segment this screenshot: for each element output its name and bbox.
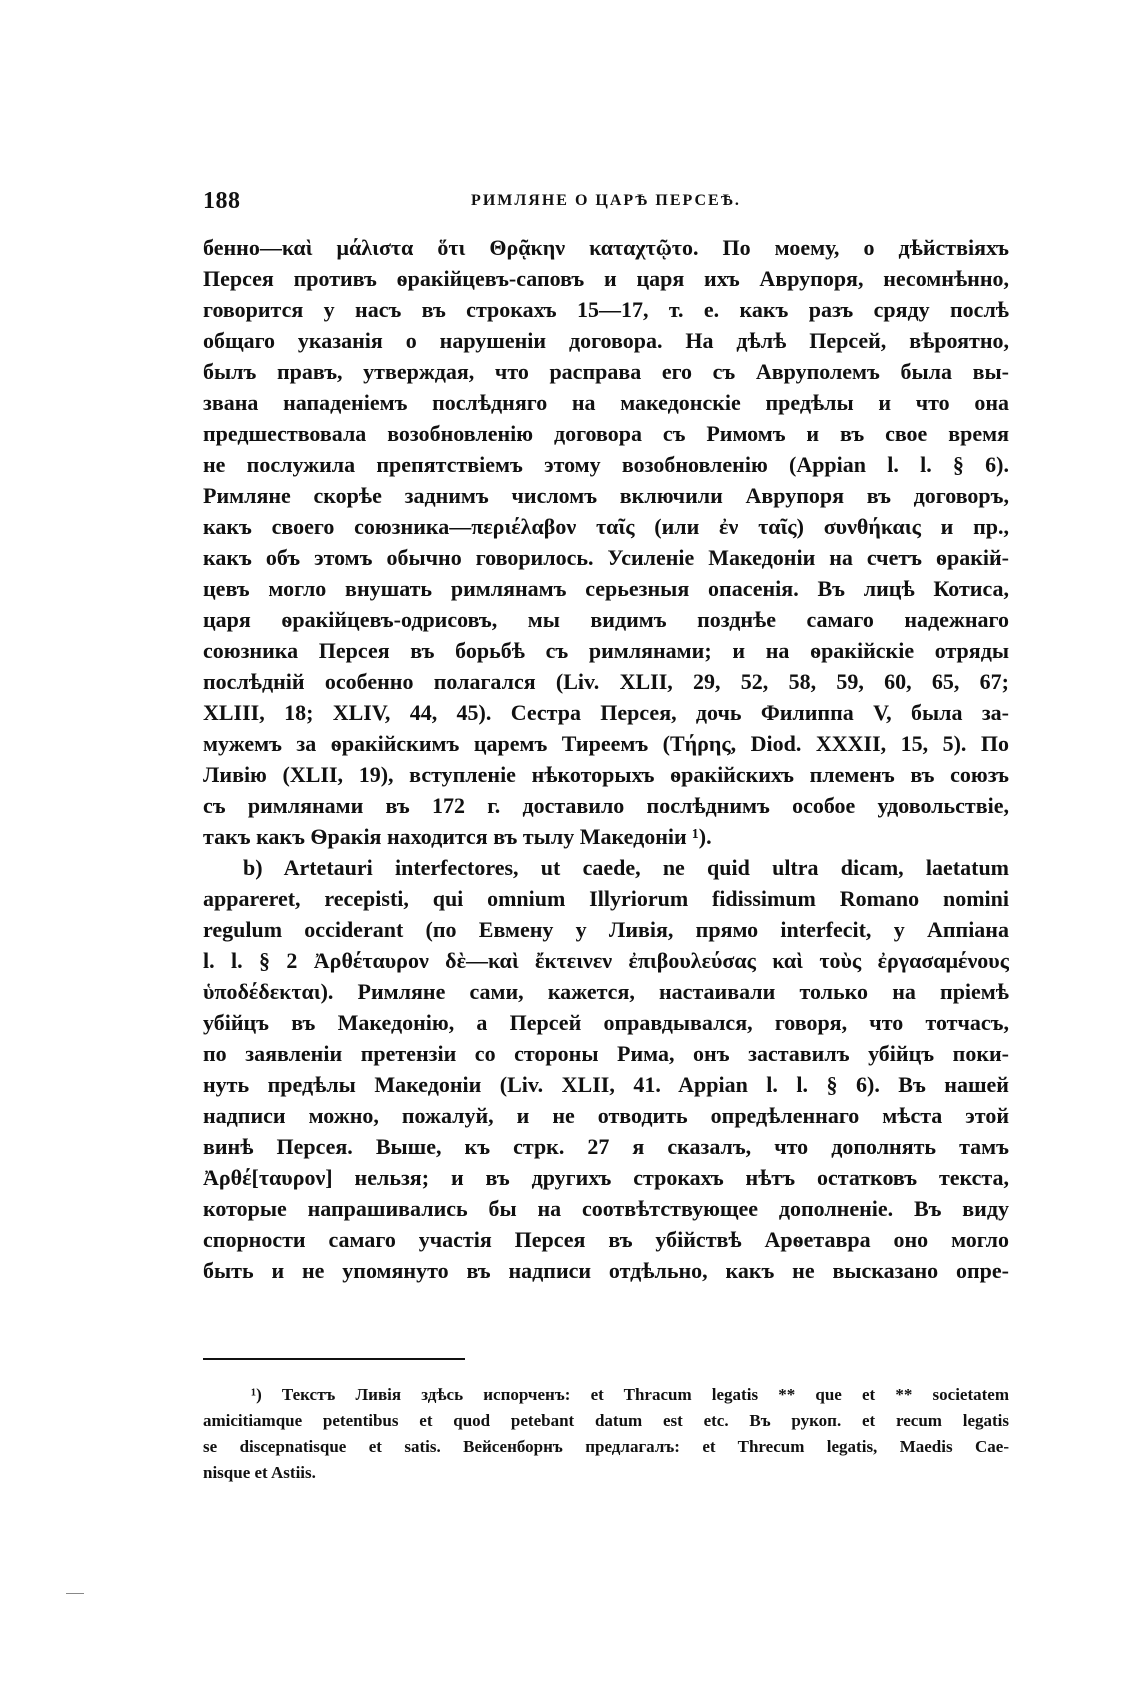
page-header <box>203 188 1009 220</box>
body-text <box>203 232 1009 1286</box>
text-line: какъ объ этомъ обычно говорилось. Усиленіе Македоніи на счетъ ѳракій- <box>203 545 1009 570</box>
text-line: мужемъ за ѳракійскимъ царемъ Тиреемъ (Τήρης, Diod. XXXII, 15, 5). По <box>203 731 1009 756</box>
footnote-line: se discepnatisque et satis. Вейсенборнъ предлагалъ: et Threcum legatis, Maedis Cae- <box>203 1437 1009 1456</box>
text-line: надписи можно, пожалуй, и не отводить опредѣленнаго мѣста этой <box>203 1103 1009 1128</box>
footnote-line: ¹) Текстъ Ливія здѣсь испорченъ: et Thracum legatis ** que et ** societatem <box>251 1385 1009 1404</box>
footnotes <box>203 1382 1009 1486</box>
text-line: не послужила препятствіемъ этому возобновленію (Appian l. l. § 6). <box>203 452 1009 477</box>
text-line: царя ѳракійцевъ-одрисовъ, мы видимъ позднѣе самаго надежнаго <box>203 607 1009 632</box>
text-line: послѣдній особенно полагался (Liv. XLII, 29, 52, 58, 59, 60, 65, 67; <box>203 669 1009 694</box>
text-line: которые напрашивались бы на соотвѣтствующее дополненіе. Въ виду <box>203 1196 1009 1221</box>
text-line: Римляне скорѣе заднимъ числомъ включили Аврупоря въ договоръ, <box>203 483 1009 508</box>
running-title: РИМЛЯНЕ О ЦАРѢ ПЕРСЕѢ. <box>471 192 741 209</box>
footnote-line: nisque et Astiis. <box>203 1463 316 1482</box>
text-line: былъ правъ, утверждая, что расправа его съ Авруполемъ была вы- <box>203 359 1009 384</box>
text-line: appareret, recepisti, qui omnium Illyriorum fidissimum Romano nomini <box>203 886 1009 911</box>
text-line: по заявленіи претензіи со стороны Рима, онъ заставилъ убійцъ поки- <box>203 1041 1009 1066</box>
text-line: съ римлянами въ 172 г. доставило послѣднимъ особое удовольствіе, <box>203 793 1009 818</box>
text-line: l. l. § 2 Ἀρθέταυρον δὲ—καὶ ἔκτεινεν ἐπιβουλεύσας καὶ τοὺς ἐργασαμένους <box>203 948 1009 973</box>
text-line: звана нападеніемъ послѣдняго на македонскіе предѣлы и что она <box>203 390 1009 415</box>
text-line: союзника Персея въ борьбѣ съ римлянами; и на ѳракійскіе отряды <box>203 638 1009 663</box>
text-line: regulum occiderant (по Евмену у Ливія, прямо interfecit, у Аппіана <box>203 917 1009 942</box>
margin-mark <box>66 1593 84 1594</box>
text-line: убійцъ въ Македонію, а Персей оправдывался, говоря, что тотчасъ, <box>203 1010 1009 1035</box>
text-line: предшествовала возобновленію договора съ Римомъ и въ свое время <box>203 421 1009 446</box>
text-line: говорится у насъ въ строкахъ 15—17, т. е. какъ разъ сряду послѣ <box>203 297 1009 322</box>
text-line: такъ какъ Ѳракія находится въ тылу Македоніи ¹). <box>203 824 712 849</box>
text-line: спорности самаго участія Персея въ убійствѣ Арѳетавра оно могло <box>203 1227 1009 1252</box>
text-line: XLIII, 18; XLIV, 44, 45). Сестра Персея, дочь Филиппа V, была за- <box>203 700 1009 725</box>
text-line: Персея противъ ѳракійцевъ-саповъ и царя ихъ Аврупоря, несомнѣнно, <box>203 266 1009 291</box>
page-number: 188 <box>203 188 241 214</box>
text-line: ὑποδέδεκται). Римляне сами, кажется, настаивали только на пріемѣ <box>203 979 1009 1004</box>
text-line: b) Artetauri interfectores, ut caede, ne quid ultra dicam, laetatum <box>243 855 1009 880</box>
text-line: какъ своего союзника—περιέλαβον ταῖς (или ἐν ταῖς) συνθήκαις и пр., <box>203 514 1009 539</box>
footnote-line: amicitiamque petentibus et quod petebant datum est etc. Въ рукоп. et recum legatis <box>203 1411 1009 1430</box>
text-line: общаго указанія о нарушеніи договора. На дѣлѣ Персей, вѣроятно, <box>203 328 1009 353</box>
text-line: нуть предѣлы Македоніи (Liv. XLII, 41. Appian l. l. § 6). Въ нашей <box>203 1072 1009 1097</box>
text-line: Ливію (XLII, 19), вступленіе нѣкоторыхъ ѳракійскихъ племенъ въ союзъ <box>203 762 1009 787</box>
footnote-divider <box>203 1358 465 1360</box>
text-line: Ἀρθέ[ταυρον] нельзя; и въ другихъ строкахъ нѣтъ остатковъ текста, <box>203 1165 1009 1190</box>
text-line: бенно—καὶ μάλιστα ὅτι Θρᾷκην καταχτῷτο. По моему, о дѣйствіяхъ <box>203 235 1009 260</box>
text-line: винѣ Персея. Выше, къ стрк. 27 я сказалъ, что дополнять тамъ <box>203 1134 1009 1159</box>
text-line: быть и не упомянуто въ надписи отдѣльно, какъ не высказано опре- <box>203 1258 1009 1283</box>
text-line: цевъ могло внушать римлянамъ серьезныя опасенія. Въ лицѣ Котиса, <box>203 576 1009 601</box>
